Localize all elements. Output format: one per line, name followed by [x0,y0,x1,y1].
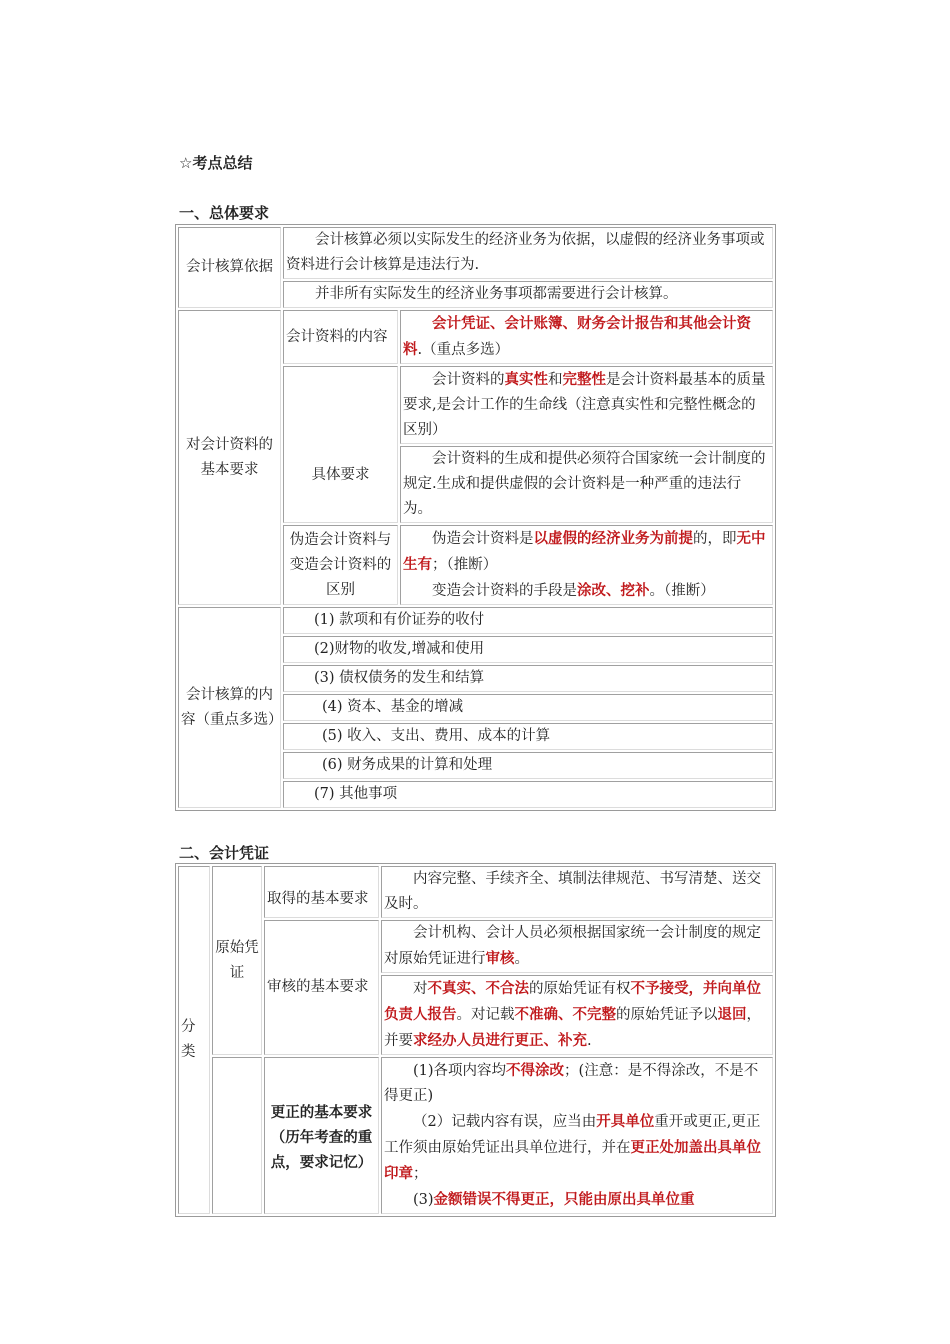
list-item: (1) 款项和有价证券的收付 [283,607,773,634]
empty-cell [212,1057,262,1214]
list-item: (6) 财务成果的计算和处理 [283,752,773,779]
materials-label: 对会计资料的基本要求 [178,310,281,605]
obtain-label: 取得的基本要求 [264,866,379,918]
audit-row-2: 对不真实、不合法的原始凭证有权不予接受，并向单位负责人报告。对记载不准确、不完整的原始凭证予以退回，并要求经办人员进行更正、补充. [381,975,773,1055]
general-requirements-table [175,224,776,811]
content-text: 会计凭证、会计账簿、财务会计报告和其他会计资料.（重点多选） [400,310,773,364]
audit-row-1: 会计机构、会计人员必须根据国家统一会计制度的规定对原始凭证进行审核。 [381,920,773,973]
forge-label: 伪造会计资料与变造会计资料的区别 [283,525,398,605]
specific-label: 具体要求 [283,366,398,523]
list-item: (2)财物的收发,增减和使用 [283,636,773,663]
correct-text: (1)各项内容均不得涂改；(注意：是不得涂改，不是不得更正) （2）记载内容有误，应当由开具单位重开或更正,更正工作须由原始凭证出具单位进行，并在更正处加盖出具单位印章； (3)金额错误不得更正，只能由原出具单位重 [381,1057,773,1214]
specific-row-1: 会计资料的真实性和完整性是会计资料最基本的质量要求,是会计工作的生命线（注意真实性和完整性概念的区别） [400,366,773,444]
audit-label: 审核的基本要求 [264,920,379,1055]
accounting-content-label: 会计核算的内容（重点多选） [178,607,281,808]
section-2-title: 二、会计凭证 [179,844,270,862]
basis-row-2: 并非所有实际发生的经济业务事项都需要进行会计核算。 [283,281,773,308]
category-label: 分类 [178,866,210,1214]
obtain-text: 内容完整、手续齐全、填制法律规范、书写清楚、送交及时。 [381,866,773,918]
list-item: (5) 收入、支出、费用、成本的计算 [283,723,773,750]
original-voucher-label: 原始凭证 [212,866,262,1055]
basis-label: 会计核算依据 [178,227,281,308]
summary-title: ☆考点总结 [179,154,253,172]
forge-text: 伪造会计资料是以虚假的经济业务为前提的，即无中生有；（推断） 变造会计资料的手段是涂改、挖补。（推断） [400,525,773,605]
specific-row-2: 会计资料的生成和提供必须符合国家统一会计制度的规定.生成和提供虚假的会计资料是一种严重的违法行为。 [400,446,773,523]
basis-row-1: 会计核算必须以实际发生的经济业务为依据，以虚假的经济业务事项或资料进行会计核算是违法行为. [283,227,773,279]
section-1-title: 一、总体要求 [179,204,270,222]
voucher-table [175,863,776,1217]
list-item: (7) 其他事项 [283,781,773,808]
list-item: (3) 债权债务的发生和结算 [283,665,773,692]
content-label: 会计资料的内容 [283,310,398,364]
correct-label: 更正的基本要求（历年考查的重点，要求记忆） [264,1057,379,1214]
list-item: (4) 资本、基金的增减 [283,694,773,721]
